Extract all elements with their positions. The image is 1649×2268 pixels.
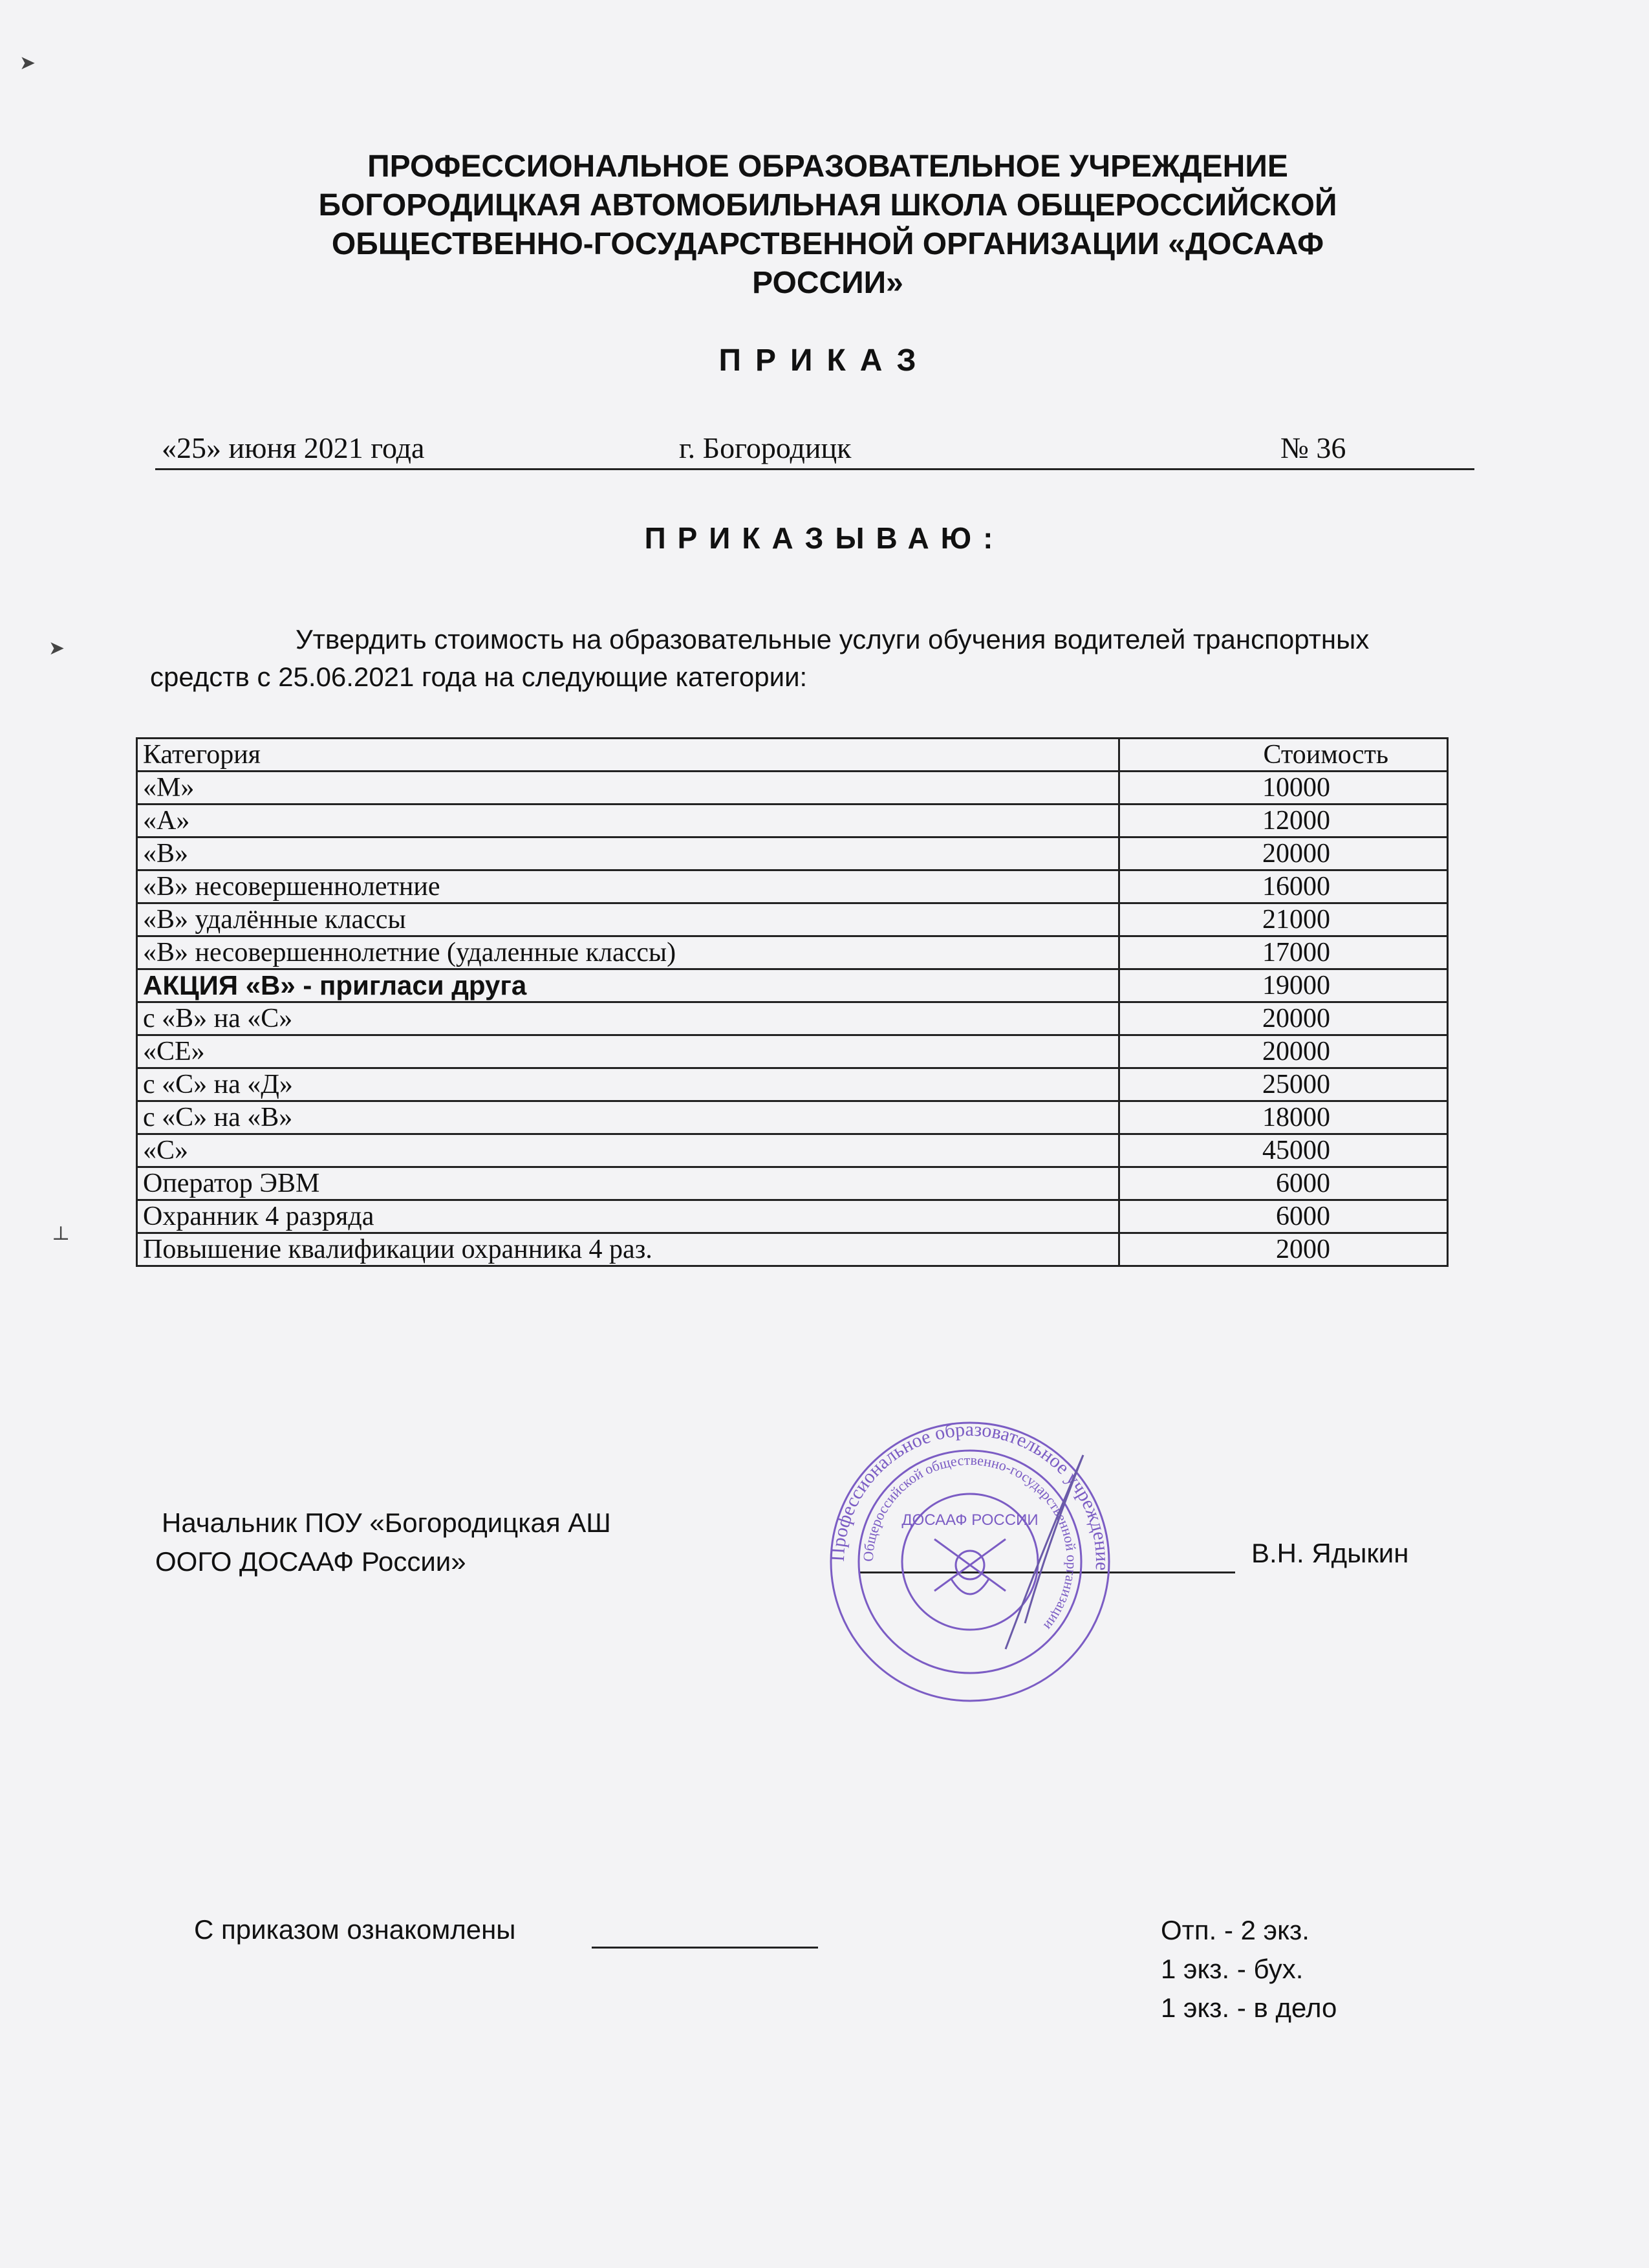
table-row [137, 1002, 1448, 1035]
category-cell: «А» [137, 805, 1119, 837]
header-line: ПРОФЕССИОНАЛЬНОЕ ОБРАЗОВАТЕЛЬНОЕ УЧРЕЖДЕНИЕ [367, 149, 1288, 184]
price-cell: 19000 [1119, 969, 1448, 1002]
stamp-outer-text: Профессиональное образовательное учреждение [826, 1418, 1114, 1571]
price-cell: 6000 [1119, 1167, 1448, 1200]
signatory-title-line: ООГО ДОСААФ России» [155, 1546, 466, 1577]
organization-header [213, 147, 1442, 303]
price-cell: 18000 [1119, 1101, 1448, 1134]
category-cell: «В» [137, 837, 1119, 870]
copies-line: Отп. - 2 экз. [1161, 1915, 1310, 1945]
table-row [137, 805, 1448, 837]
decree-heading: ПРИКАЗЫВАЮ: [644, 521, 1005, 555]
category-cell: с «С» на «В» [137, 1101, 1119, 1134]
order-number: № 36 [1280, 431, 1346, 464]
column-header-category: Категория [137, 739, 1119, 772]
price-cell: 20000 [1119, 1002, 1448, 1035]
signatory-name: В.Н. Ядыкин [1251, 1538, 1409, 1568]
category-cell: с «С» на «Д» [137, 1068, 1119, 1101]
signatory-title [155, 1504, 611, 1581]
table-row-promo [137, 969, 1448, 1002]
official-stamp [812, 1416, 1128, 1707]
price-table [136, 737, 1449, 1267]
price-cell: 25000 [1119, 1068, 1448, 1101]
table-row [137, 903, 1448, 936]
table-header-row [137, 739, 1448, 772]
category-cell: Охранник 4 разряда [137, 1200, 1119, 1233]
copies-line: 1 экз. - бух. [1161, 1954, 1304, 1984]
stamp-middle-ring [859, 1451, 1081, 1673]
price-cell: 16000 [1119, 870, 1448, 903]
margin-mark: ⊥ [52, 1223, 70, 1244]
price-cell: 12000 [1119, 805, 1448, 837]
order-date: «25» июня 2021 года [162, 431, 425, 464]
category-cell: Оператор ЭВМ [137, 1167, 1119, 1200]
order-title: ПРИКАЗ [718, 343, 931, 378]
category-cell: АКЦИЯ «В» - пригласи друга [137, 969, 1119, 1002]
price-cell: 21000 [1119, 903, 1448, 936]
margin-mark: ➤ [19, 52, 36, 74]
header-line: БОГОРОДИЦКАЯ АВТОМОБИЛЬНАЯ ШКОЛА ОБЩЕРОССИЙСКОЙ [318, 188, 1337, 222]
category-cell: «М» [137, 772, 1119, 805]
table-row [137, 1167, 1448, 1200]
column-header-price: Стоимость [1119, 739, 1448, 772]
category-cell: «В» несовершеннолетние (удаленные классы) [137, 936, 1119, 969]
price-cell: 45000 [1119, 1134, 1448, 1167]
acknowledgement-signature-line [592, 1947, 818, 1949]
header-line: РОССИИ» [752, 266, 903, 300]
category-cell: с «В» на «С» [137, 1002, 1119, 1035]
table-row [137, 936, 1448, 969]
category-cell: «В» несовершеннолетние [137, 870, 1119, 903]
table-row [137, 1101, 1448, 1134]
table-row [137, 1068, 1448, 1101]
price-cell: 17000 [1119, 936, 1448, 969]
table-row [137, 1134, 1448, 1167]
table-row [137, 870, 1448, 903]
price-cell: 20000 [1119, 837, 1448, 870]
table-row [137, 837, 1448, 870]
table-row [137, 772, 1448, 805]
category-cell: «С» [137, 1134, 1119, 1167]
price-cell: 20000 [1119, 1035, 1448, 1068]
intro-paragraph: Утвердить стоимость на образовательные услуги обучения водителей транспортных средств с 25.06.2021 года на следующие категории: [150, 624, 1370, 692]
order-city: г. Богородицк [679, 431, 852, 464]
price-cell: 2000 [1119, 1233, 1448, 1266]
signatory-title-line: Начальник ПОУ «Богородицкая АШ [162, 1507, 611, 1538]
price-cell: 10000 [1119, 772, 1448, 805]
stamp-emblem-icon [934, 1539, 1006, 1594]
category-cell: «В» удалённые классы [137, 903, 1119, 936]
copies-note [1161, 1911, 1337, 2027]
acknowledgement-label: С приказом ознакомлены [194, 1914, 516, 1945]
stamp-inner-text: Общероссийской общественно-государственной организации [859, 1451, 1081, 1634]
price-cell: 6000 [1119, 1200, 1448, 1233]
table-row [137, 1200, 1448, 1233]
table-row [137, 1233, 1448, 1266]
order-meta [155, 427, 1474, 470]
header-line: ОБЩЕСТВЕННО-ГОСУДАРСТВЕННОЙ ОРГАНИЗАЦИИ «ДОСААФ [331, 227, 1324, 261]
category-cell: «СЕ» [137, 1035, 1119, 1068]
stamp-center-text: ДОСААФ РОССИИ [901, 1511, 1039, 1529]
copies-line: 1 экз. - в дело [1161, 1993, 1337, 2023]
category-cell: Повышение квалификации охранника 4 раз. [137, 1233, 1119, 1266]
table-row [137, 1035, 1448, 1068]
margin-mark: ➤ [48, 638, 65, 659]
